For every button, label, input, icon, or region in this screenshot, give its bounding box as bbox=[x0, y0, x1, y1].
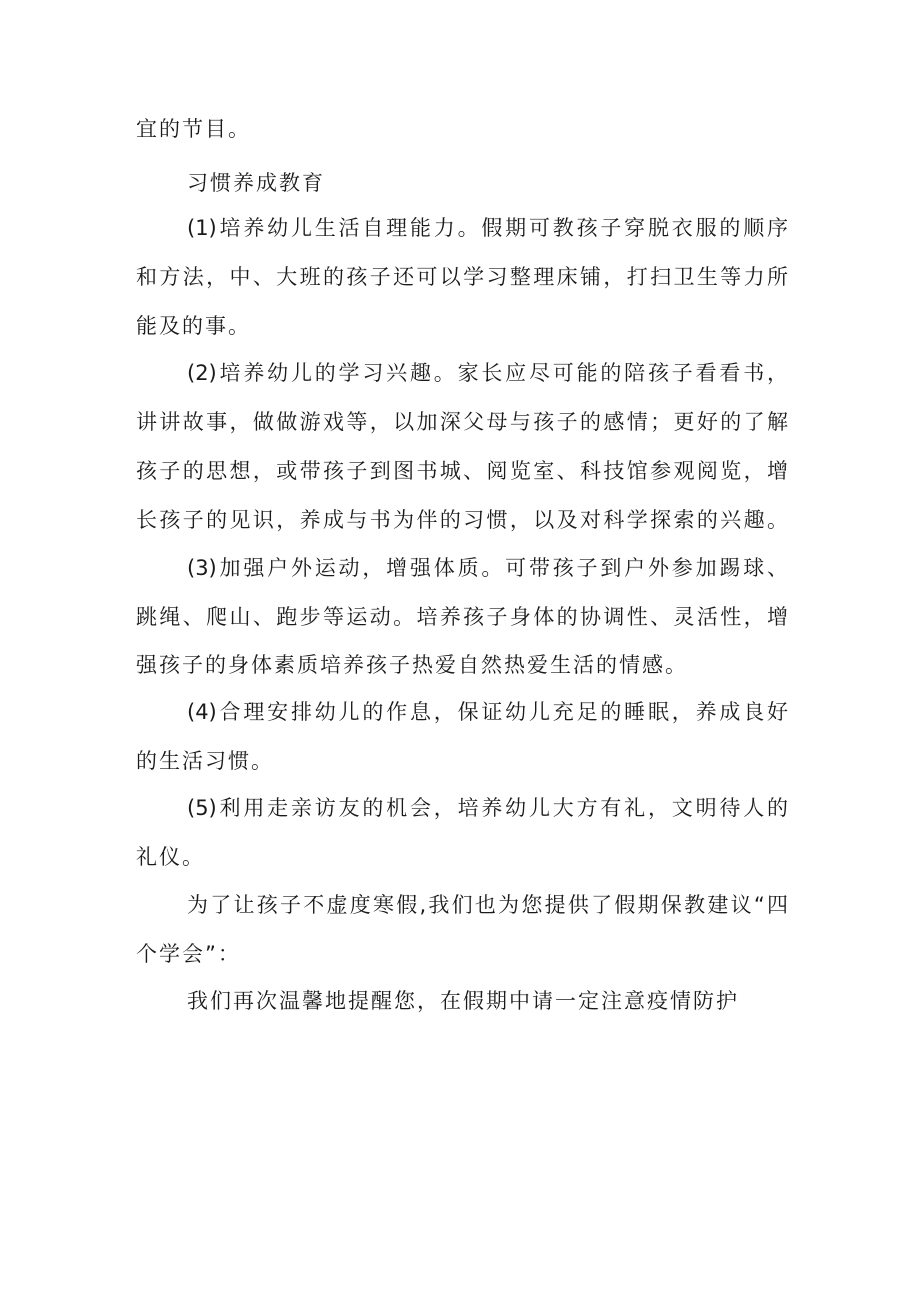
text-line-1: 宜的节目。 bbox=[136, 117, 251, 141]
text-line-10: (3)加强户外运动，增强体质。可带孩子到户外参加踢球、 bbox=[187, 556, 788, 580]
text-line-11: 跳绳、爬山、跑步等运动。培养孩子身体的协调性、灵活性，增 bbox=[136, 605, 788, 629]
text-line-4: 和方法，中、大班的孩子还可以学习整理床铺，打扫卫生等力所 bbox=[136, 265, 788, 289]
text-line-15: (5)利用走亲访友的机会，培养幼儿大方有礼，文明待人的 bbox=[187, 796, 788, 820]
text-line-12: 强孩子的身体素质培养孩子热爱自然热爱生活的情感。 bbox=[136, 653, 688, 677]
text-line-13: (4)合理安排幼儿的作息，保证幼儿充足的睡眠，养成良好 bbox=[187, 700, 788, 724]
text-line-18: 个学会”： bbox=[136, 942, 241, 966]
text-line-19: 我们再次温馨地提醒您，在假期中请一定注意疫情防护 bbox=[187, 989, 739, 1013]
text-line-17: 为了让孩子不虚度寒假,我们也为您提供了假期保教建议“四 bbox=[187, 893, 788, 917]
text-line-8: 孩子的思想，或带孩子到图书城、阅览室、科技馆参观阅览，增 bbox=[136, 459, 788, 483]
text-line-14: 的生活习惯。 bbox=[136, 749, 274, 773]
text-line-5: 能及的事。 bbox=[136, 314, 251, 338]
text-line-9: 长孩子的见识，养成与书为伴的习惯，以及对科学探索的兴趣。 bbox=[136, 508, 788, 532]
section-heading: 习惯养成教育 bbox=[187, 171, 325, 195]
text-line-7: 讲讲故事，做做游戏等，以加深父母与孩子的感情；更好的了解 bbox=[136, 410, 788, 434]
text-line-3: (1)培养幼儿生活自理能力。假期可教孩子穿脱衣服的顺序 bbox=[187, 216, 788, 240]
text-line-6: (2)培养幼儿的学习兴趣。家长应尽可能的陪孩子看看书， bbox=[187, 361, 788, 385]
text-line-16: 礼仪。 bbox=[136, 845, 205, 869]
